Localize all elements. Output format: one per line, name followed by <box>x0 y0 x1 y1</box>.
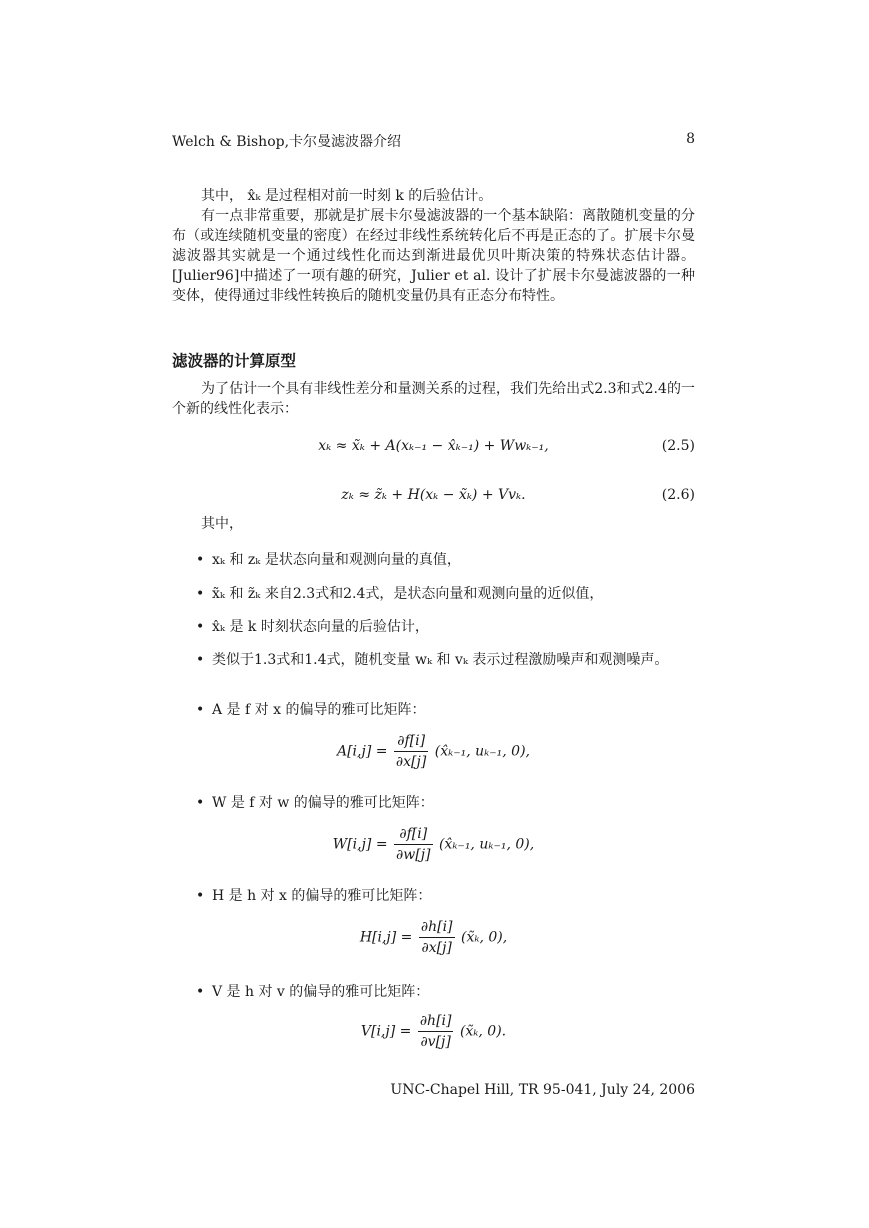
jacobian-v-equation <box>172 1011 695 1057</box>
jacobian-h-equation <box>172 917 695 963</box>
where-label: 其中， <box>201 516 243 532</box>
jacobian-a-rhs: (x̂ₖ₋₁, uₖ₋₁, 0), <box>434 743 530 760</box>
section-title: 滤波器的计算原型 <box>172 352 297 370</box>
equation-2-5 <box>172 438 695 458</box>
paragraph-posterior: 其中， x̂ₖ 是过程相对前一时刻 k 的后验估计。 <box>201 188 493 204</box>
jacobian-v-denominator: ∂v[j] <box>420 1034 451 1050</box>
list-item-text: 类似于1.3式和1.4式，随机变量 wₖ 和 vₖ 表示过程激励噪声和观测噪声。 <box>212 652 669 668</box>
jacobian-w-denominator: ∂w[j] <box>396 847 431 863</box>
bullet-icon: • <box>196 652 205 668</box>
list-item-text: V 是 h 对 v 的偏导的雅可比矩阵： <box>212 984 430 1000</box>
jacobian-v-lhs: V[i,j] = <box>360 1023 412 1040</box>
running-header-title: Welch & Bishop,卡尔曼滤波器介绍 <box>172 134 402 150</box>
jacobian-w-equation <box>172 824 695 870</box>
list-item-text: H 是 h 对 x 的偏导的雅可比矩阵： <box>212 888 432 904</box>
bullet-icon: • <box>196 888 205 904</box>
jacobian-v-rhs: (x̃ₖ, 0). <box>459 1023 507 1040</box>
jacobian-w-rhs: (x̂ₖ₋₁, uₖ₋₁, 0), <box>438 836 535 853</box>
jacobian-v-fraction <box>418 1011 454 1052</box>
jacobian-w-lhs: W[i,j] = <box>332 836 388 853</box>
list-item-text: A 是 f 对 x 的偏导的雅可比矩阵： <box>212 702 426 718</box>
jacobian-a-fraction <box>394 731 428 772</box>
paragraph-linearization: 为了估计一个具有非线性差分和量测关系的过程，我们先给出式2.3和式2.4的一个新的线性化表示： <box>172 381 695 417</box>
jacobian-a-lhs: A[i,j] = <box>336 743 388 760</box>
jacobian-v-numerator: ∂h[i] <box>418 1011 454 1032</box>
bullet-icon: • <box>196 984 205 1000</box>
bullet-icon: • <box>196 619 205 635</box>
jacobian-a-denominator: ∂x[j] <box>395 754 427 770</box>
bullet-icon: • <box>196 586 205 602</box>
bullet-icon: • <box>196 702 205 718</box>
paragraph-ekf-flaw: 有一点非常重要，那就是扩展卡尔曼滤波器的一个基本缺陷：离散随机变量的分布（或连续随机变量的密度）在经过非线性系统转化后不再是正态的了。扩展卡尔曼滤波器其实就是一个通过线性化而达到渐进最优贝叶斯决策的特殊状态估计器。[Julier96]中描述了一项有趣的研究，Julier et al. 设计了扩展卡尔曼滤波器的一种变体，使得通过非线性转换后的随机变量仍具有正态分布特性。 <box>172 208 695 304</box>
equation-2-6-number: (2.6) <box>661 487 695 503</box>
jacobian-h-fraction <box>419 917 455 958</box>
page-number: 8 <box>686 131 695 147</box>
list-item-text: x̃ₖ 和 z̃ₖ 来自2.3式和2.4式，是状态向量和观测向量的近似值， <box>212 586 604 602</box>
jacobian-w-numerator: ∂f[i] <box>394 824 433 845</box>
jacobian-h-denominator: ∂x[j] <box>421 940 452 956</box>
equation-2-5-number: (2.5) <box>661 438 695 454</box>
jacobian-w-fraction <box>394 824 433 865</box>
jacobian-h-rhs: (x̃ₖ, 0), <box>460 929 508 946</box>
bullet-icon: • <box>196 795 205 811</box>
jacobian-a-equation <box>172 731 695 777</box>
list-item-text: xₖ 和 zₖ 是状态向量和观测向量的真值， <box>212 552 461 568</box>
jacobian-h-numerator: ∂h[i] <box>419 917 455 938</box>
equation-2-6-body: zₖ ≈ z̃ₖ + H(xₖ − x̃ₖ) + Vvₖ. <box>341 487 526 503</box>
page-footer: UNC-Chapel Hill, TR 95-041, July 24, 2006 <box>390 1082 695 1098</box>
bullet-icon: • <box>196 552 205 568</box>
equation-2-6 <box>172 487 695 507</box>
equation-2-5-body: xₖ ≈ x̃ₖ + A(xₖ₋₁ − x̂ₖ₋₁) + Wwₖ₋₁, <box>318 438 549 454</box>
list-item-text: x̂ₖ 是 k 时刻状态向量的后验估计， <box>212 619 429 635</box>
jacobian-a-numerator: ∂f[i] <box>394 731 428 752</box>
list-item-text: W 是 f 对 w 的偏导的雅可比矩阵： <box>212 795 434 811</box>
jacobian-h-lhs: H[i,j] = <box>359 929 413 946</box>
